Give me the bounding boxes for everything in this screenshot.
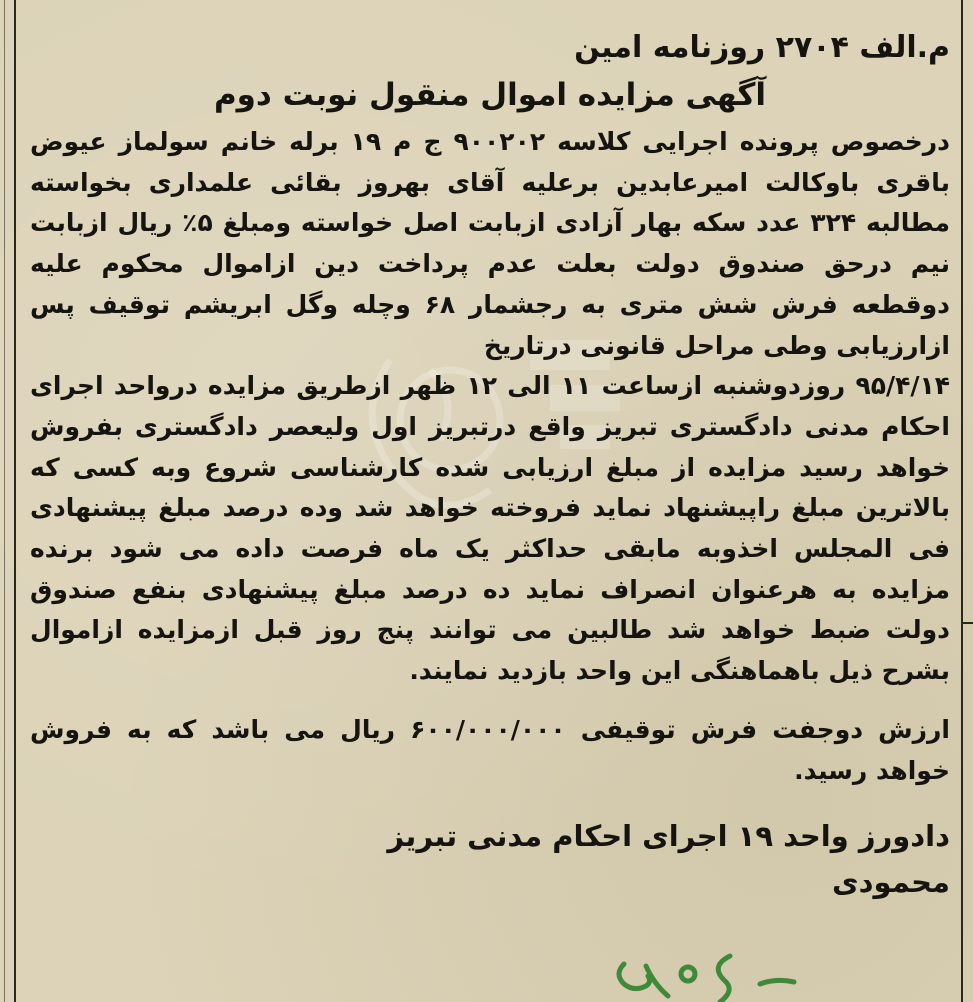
signature-spacer xyxy=(30,791,950,813)
notice-body xyxy=(30,30,950,905)
left-border-line xyxy=(14,0,16,1002)
column-divider-tick xyxy=(963,622,973,624)
handwritten-mark-icon xyxy=(610,944,800,1002)
signature-title: دادورز واحد ۱۹ اجرای احکام مدنی تبریز xyxy=(387,819,950,854)
paragraph-case-details: درخصوص پرونده اجرایی کلاسه ۹۰۰۲۰۲ ج م ۱۹ برله خانم سولماز عیوض باقری باوکالت امیرعابدین برعلیه آقای بهروز بقائی علمداری بخواسته مطالبه ۳۲۴ عدد سکه بهار آزادی ازبابت اصل خواسته ومبلغ ۵٪ ریال ازبابت نیم درحق صندوق دولت بعلت عدم پرداخت دین ازاموال محکوم علیه دوقطعه فرش شش متری به رجشمار ۶۸ وچله وگل ابریشم توقیف پس ازارزیابی وطی مراحل قانونی درتاریخ xyxy=(30,127,950,360)
left-border-line-outer xyxy=(4,0,5,1002)
newspaper-reference: م.الف ۲۷۰۴ روزنامه امین xyxy=(574,30,950,65)
paragraph-spacer xyxy=(30,692,950,710)
paragraph-valuation: ارزش دوجفت فرش توقیفی ۶۰۰/۰۰۰/۰۰۰ ریال می باشد که به فروش خواهد رسید. xyxy=(30,714,950,785)
paragraph-auction-terms: ۹۵/۴/۱۴ روزدوشنبه ازساعت ۱۱ الی ۱۲ ظهر ازطریق مزایده درواحد اجرای احکام مدنی دادگستری تبریز واقع درتبریز اول ولیعصر دادگستری بفروش خواهد رسید مزایده از مبلغ ارزیابی شده کارشناسی شروع وبه کسی که بالاترین مبلغ راپیشنهاد نماید فروخته خواهد شد وده درصد مبلغ پیشنهادی فی المجلس اخذوبه مابقی حداکثر یک ماه فرصت داده می شود برنده مزایده به هرعنوان انصراف نماید ده درصد مبلغ پیشنهادی بنفع صندوق دولت ضبط خواهد شد طالبین می توانند پنج روز قبل ازمزایده ازاموال بشرح ذیل باهماهنگی این واحد بازدید نمایند. xyxy=(30,371,950,686)
right-border-line xyxy=(961,0,963,1002)
signature-name: محمودی xyxy=(832,865,950,900)
notice-title: آگهی مزایده اموال منقول نوبت دوم xyxy=(213,77,767,113)
